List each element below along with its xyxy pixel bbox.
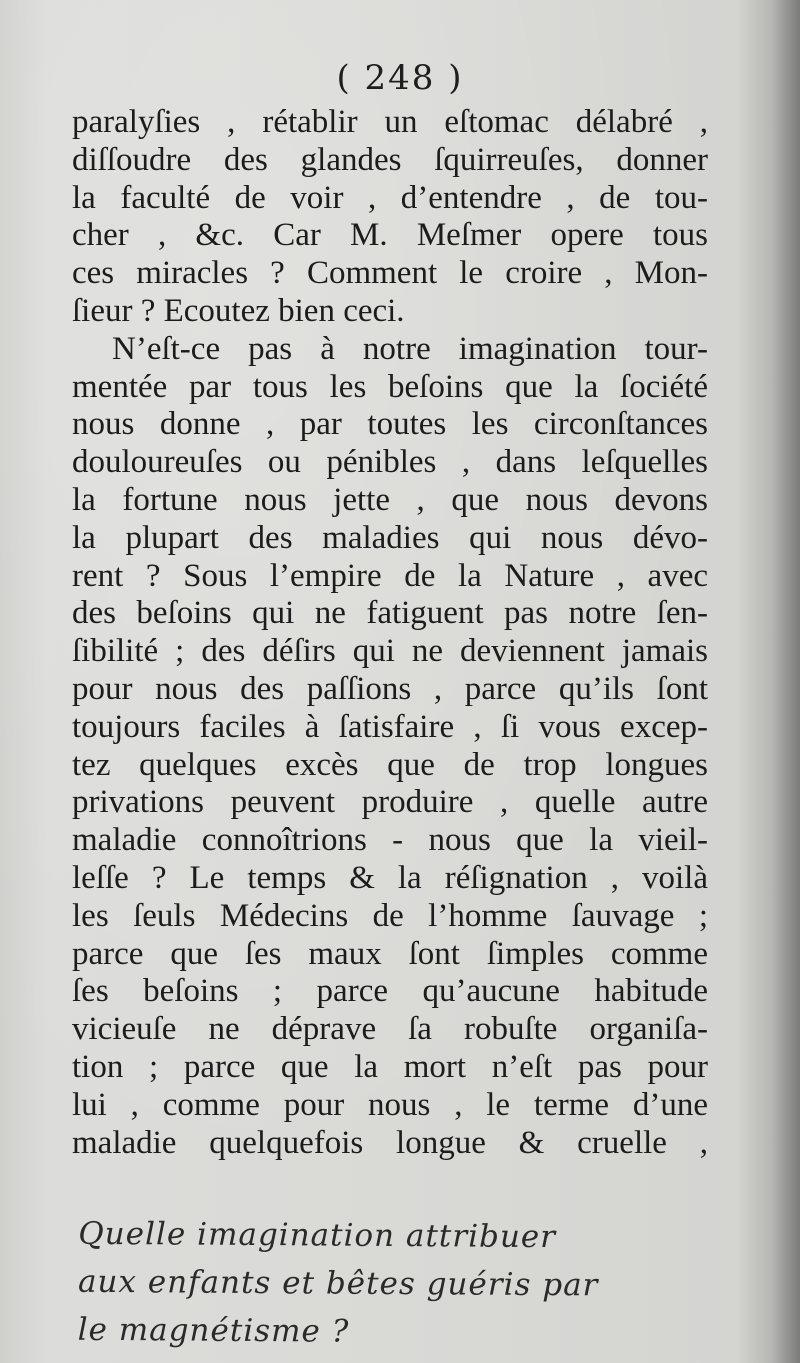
text-line: douloureuſes ou pénibles , dans leſquelles — [72, 444, 708, 481]
text-line: rent ? Sous l’empire de la Nature , avec — [72, 557, 708, 594]
handwritten-line: aux enfants et bêtes guéris par — [77, 1263, 599, 1304]
text-line: ſieur ? Ecoutez bien ceci. — [72, 292, 405, 329]
text-line: nous donne , par toutes les circonſtances — [72, 406, 708, 443]
text-line: maladie connoîtrions - nous que la vieil- — [72, 822, 708, 859]
text-line: pour nous des paſſions , parce qu’ils ſont — [72, 670, 708, 707]
text-line: les ſeuls Médecins de l’homme ſauvage ; — [72, 897, 708, 934]
page-number: ( 248 ) — [336, 58, 464, 98]
handwritten-note — [78, 1210, 719, 1358]
text-line: leſſe ? Le temps & la réſignation , voilà — [72, 859, 708, 896]
text-line: des beſoins qui ne fatiguent pas notre ſen- — [72, 595, 708, 632]
text-line: la fortune nous jette , que nous devons — [72, 481, 708, 518]
text-line: vicieuſe ne déprave ſa robuſte organiſa- — [72, 1011, 708, 1048]
text-line: toujours faciles à ſatisfaire , ſi vous excep- — [72, 708, 708, 745]
text-line: diſſoudre des glandes ſquirreuſes, donner — [72, 141, 708, 178]
text-line: mentée par tous les beſoins que la ſociété — [72, 368, 708, 405]
paragraph-1 — [72, 104, 708, 331]
text-line: parce que ſes maux ſont ſimples comme — [72, 935, 708, 972]
body-text — [72, 104, 708, 1162]
text-line: la plupart des maladies qui nous dévo- — [72, 519, 708, 556]
text-line: la faculté de voir , d’entendre , de tou- — [72, 179, 708, 216]
text-line: N’eſt-ce pas à notre imagination tour- — [112, 330, 708, 367]
text-line: ces miracles ? Comment le croire , Mon- — [72, 255, 708, 292]
text-line: privations peuvent produire , quelle autre — [72, 784, 708, 821]
text-line: paralyſies , rétablir un eſtomac délabré , — [72, 104, 708, 140]
text-line: ſes beſoins ; parce qu’aucune habitude — [72, 973, 708, 1010]
page-edge-shadow — [772, 0, 800, 1363]
text-line: tez quelques excès que de trop longues — [72, 746, 708, 783]
paragraph-2 — [72, 331, 708, 1163]
text-line: ſibilité ; des déſirs qui ne deviennent jamais — [72, 633, 708, 670]
text-line: cher , &c. Car M. Meſmer opere tous — [72, 217, 708, 254]
handwritten-line: le magnétisme ? — [77, 1311, 350, 1350]
text-line: lui , comme pour nous , le terme d’une — [72, 1086, 708, 1123]
handwritten-line: Quelle imagination attribuer — [78, 1215, 557, 1256]
text-line: tion ; parce que la mort n’eſt pas pour — [72, 1048, 708, 1085]
text-line: maladie quelquefois longue & cruelle , — [72, 1124, 708, 1161]
